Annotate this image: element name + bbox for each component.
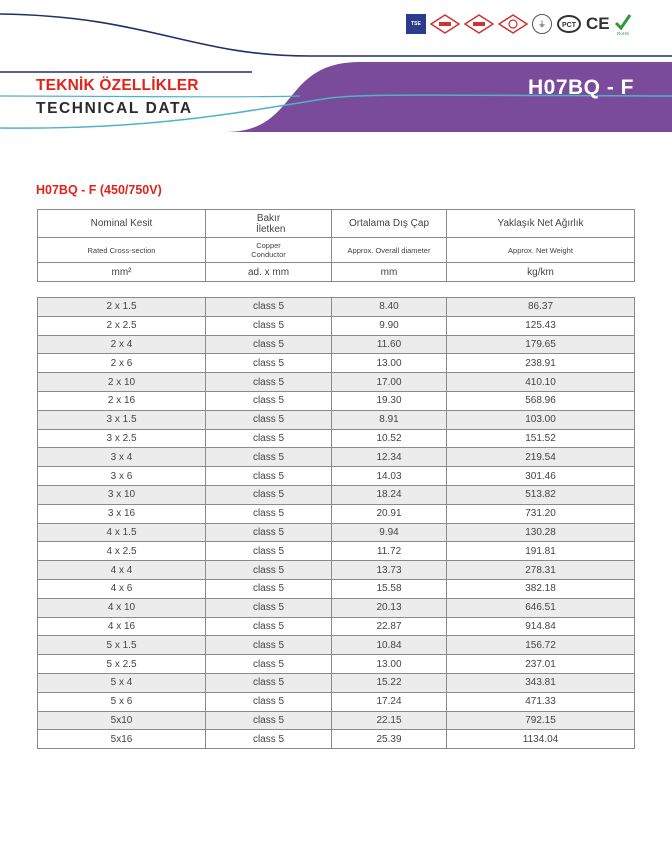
cell-weight: 130.28	[447, 523, 635, 542]
cell-cross-section: 2 x 6	[38, 354, 206, 373]
cell-cross-section: 5 x 2.5	[38, 655, 206, 674]
cell-conductor: class 5	[206, 373, 332, 392]
cell-cross-section: 4 x 4	[38, 561, 206, 580]
cell-conductor: class 5	[206, 391, 332, 410]
cell-weight: 914.84	[447, 617, 635, 636]
table-row	[38, 598, 635, 617]
cell-cross-section: 5x10	[38, 711, 206, 730]
table-row	[38, 542, 635, 561]
table-header	[37, 209, 635, 282]
header-diameter-en: Approx. Overall diameter	[332, 238, 447, 263]
cell-conductor: class 5	[206, 579, 332, 598]
cell-conductor: class 5	[206, 692, 332, 711]
table-row	[38, 354, 635, 373]
table-row	[38, 579, 635, 598]
table-row	[38, 561, 635, 580]
cell-weight: 191.81	[447, 542, 635, 561]
cell-diameter: 15.58	[332, 579, 447, 598]
page-title-turkish: TEKNİK ÖZELLİKLER	[36, 77, 199, 94]
cell-cross-section: 2 x 16	[38, 391, 206, 410]
cell-diameter: 17.00	[332, 373, 447, 392]
header-weight-tr: Yaklaşık Net Ağırlık	[447, 210, 635, 238]
cell-cross-section: 2 x 4	[38, 335, 206, 354]
cell-cross-section: 3 x 4	[38, 448, 206, 467]
rohs-icon	[614, 12, 632, 36]
rohs-label: RoHS	[616, 31, 629, 36]
cell-diameter: 10.84	[332, 636, 447, 655]
cell-diameter: 11.72	[332, 542, 447, 561]
cell-cross-section: 4 x 10	[38, 598, 206, 617]
table-row	[38, 467, 635, 486]
table-row	[38, 655, 635, 674]
cell-cross-section: 5 x 6	[38, 692, 206, 711]
cell-conductor: class 5	[206, 485, 332, 504]
table-row	[38, 335, 635, 354]
cell-conductor: class 5	[206, 448, 332, 467]
table-row	[38, 617, 635, 636]
table-row	[38, 448, 635, 467]
cell-cross-section: 2 x 1.5	[38, 298, 206, 317]
table-row	[38, 485, 635, 504]
cell-weight: 86.37	[447, 298, 635, 317]
table-row	[38, 316, 635, 335]
ground-symbol-icon: ⏚	[532, 14, 552, 34]
cell-cross-section: 4 x 6	[38, 579, 206, 598]
cell-diameter: 25.39	[332, 730, 447, 749]
cell-weight: 301.46	[447, 467, 635, 486]
header-cross-section-en: Rated Cross-section	[38, 238, 206, 263]
cell-conductor: class 5	[206, 598, 332, 617]
product-code: H07BQ - F	[527, 76, 634, 99]
cell-cross-section: 2 x 10	[38, 373, 206, 392]
cell-diameter: 13.73	[332, 561, 447, 580]
header-cross-section-unit: mm²	[38, 263, 206, 282]
cell-weight: 1134.04	[447, 730, 635, 749]
diamond-cert-2-icon	[464, 14, 494, 34]
cell-weight: 410.10	[447, 373, 635, 392]
diamond-cert-1-icon	[430, 14, 460, 34]
cell-weight: 382.18	[447, 579, 635, 598]
header-cross-section-tr: Nominal Kesit	[38, 210, 206, 238]
table-row	[38, 636, 635, 655]
section-title: H07BQ - F (450/750V)	[36, 183, 162, 197]
ce-icon: CE	[586, 14, 610, 33]
cell-weight: 343.81	[447, 673, 635, 692]
cell-weight: 151.52	[447, 429, 635, 448]
header-weight-unit: kg/km	[447, 263, 635, 282]
pct-icon	[556, 14, 582, 34]
table-row	[38, 410, 635, 429]
cell-cross-section: 4 x 16	[38, 617, 206, 636]
cell-weight: 237.01	[447, 655, 635, 674]
header-conductor-unit: ad. x mm	[206, 263, 332, 282]
cell-conductor: class 5	[206, 711, 332, 730]
cell-diameter: 20.13	[332, 598, 447, 617]
data-table	[37, 297, 635, 749]
cell-cross-section: 2 x 2.5	[38, 316, 206, 335]
cell-diameter: 12.34	[332, 448, 447, 467]
table-row	[38, 692, 635, 711]
cell-conductor: class 5	[206, 429, 332, 448]
cell-diameter: 8.40	[332, 298, 447, 317]
header-conductor-tr: Bakır İletken	[206, 210, 332, 238]
cell-diameter: 9.90	[332, 316, 447, 335]
cell-diameter: 15.22	[332, 673, 447, 692]
cell-conductor: class 5	[206, 542, 332, 561]
pct-label: PCT	[562, 22, 576, 29]
cell-cross-section: 3 x 2.5	[38, 429, 206, 448]
cell-cross-section: 4 x 2.5	[38, 542, 206, 561]
cell-diameter: 9.94	[332, 523, 447, 542]
cell-diameter: 18.24	[332, 485, 447, 504]
page-title-english: TECHNICAL DATA	[36, 100, 193, 117]
cell-conductor: class 5	[206, 636, 332, 655]
cell-cross-section: 5 x 4	[38, 673, 206, 692]
teal-underline	[0, 96, 300, 97]
cell-cross-section: 3 x 1.5	[38, 410, 206, 429]
cell-diameter: 22.15	[332, 711, 447, 730]
cell-cross-section: 3 x 6	[38, 467, 206, 486]
table-row	[38, 429, 635, 448]
table-row	[38, 673, 635, 692]
cell-conductor: class 5	[206, 335, 332, 354]
cell-weight: 278.31	[447, 561, 635, 580]
cell-diameter: 20.91	[332, 504, 447, 523]
table-row	[38, 711, 635, 730]
cell-diameter: 8.91	[332, 410, 447, 429]
cell-cross-section: 4 x 1.5	[38, 523, 206, 542]
cell-conductor: class 5	[206, 523, 332, 542]
cell-weight: 513.82	[447, 485, 635, 504]
cell-weight: 179.65	[447, 335, 635, 354]
cell-weight: 646.51	[447, 598, 635, 617]
cell-conductor: class 5	[206, 354, 332, 373]
certification-logos	[406, 12, 632, 36]
cell-conductor: class 5	[206, 561, 332, 580]
table-row	[38, 504, 635, 523]
cell-conductor: class 5	[206, 410, 332, 429]
cell-weight: 103.00	[447, 410, 635, 429]
cell-diameter: 19.30	[332, 391, 447, 410]
cell-weight: 731.20	[447, 504, 635, 523]
cell-conductor: class 5	[206, 298, 332, 317]
cell-conductor: class 5	[206, 730, 332, 749]
header-conductor-en: Copper Conductor	[206, 238, 332, 263]
cell-weight: 568.96	[447, 391, 635, 410]
table-row	[38, 391, 635, 410]
table-row	[38, 373, 635, 392]
cell-diameter: 13.00	[332, 354, 447, 373]
cell-diameter: 17.24	[332, 692, 447, 711]
cell-weight: 792.15	[447, 711, 635, 730]
cell-diameter: 14.03	[332, 467, 447, 486]
cell-diameter: 13.00	[332, 655, 447, 674]
header-diameter-unit: mm	[332, 263, 447, 282]
cell-weight: 471.33	[447, 692, 635, 711]
table-row	[38, 298, 635, 317]
cell-conductor: class 5	[206, 673, 332, 692]
diamond-cert-3-icon	[498, 14, 528, 34]
cell-diameter: 10.52	[332, 429, 447, 448]
header-weight-en: Approx. Net Weight	[447, 238, 635, 263]
cell-cross-section: 3 x 16	[38, 504, 206, 523]
cell-diameter: 22.87	[332, 617, 447, 636]
table-row	[38, 523, 635, 542]
cell-weight: 238.91	[447, 354, 635, 373]
table-row	[38, 730, 635, 749]
header-diameter-tr: Ortalama Dış Çap	[332, 210, 447, 238]
cell-conductor: class 5	[206, 655, 332, 674]
cell-conductor: class 5	[206, 504, 332, 523]
cell-cross-section: 5x16	[38, 730, 206, 749]
cell-cross-section: 3 x 10	[38, 485, 206, 504]
cell-conductor: class 5	[206, 467, 332, 486]
tse-icon: TSE	[406, 14, 426, 34]
cell-weight: 156.72	[447, 636, 635, 655]
cell-conductor: class 5	[206, 617, 332, 636]
cell-cross-section: 5 x 1.5	[38, 636, 206, 655]
cell-weight: 125.43	[447, 316, 635, 335]
cell-diameter: 11.60	[332, 335, 447, 354]
cell-weight: 219.54	[447, 448, 635, 467]
cell-conductor: class 5	[206, 316, 332, 335]
